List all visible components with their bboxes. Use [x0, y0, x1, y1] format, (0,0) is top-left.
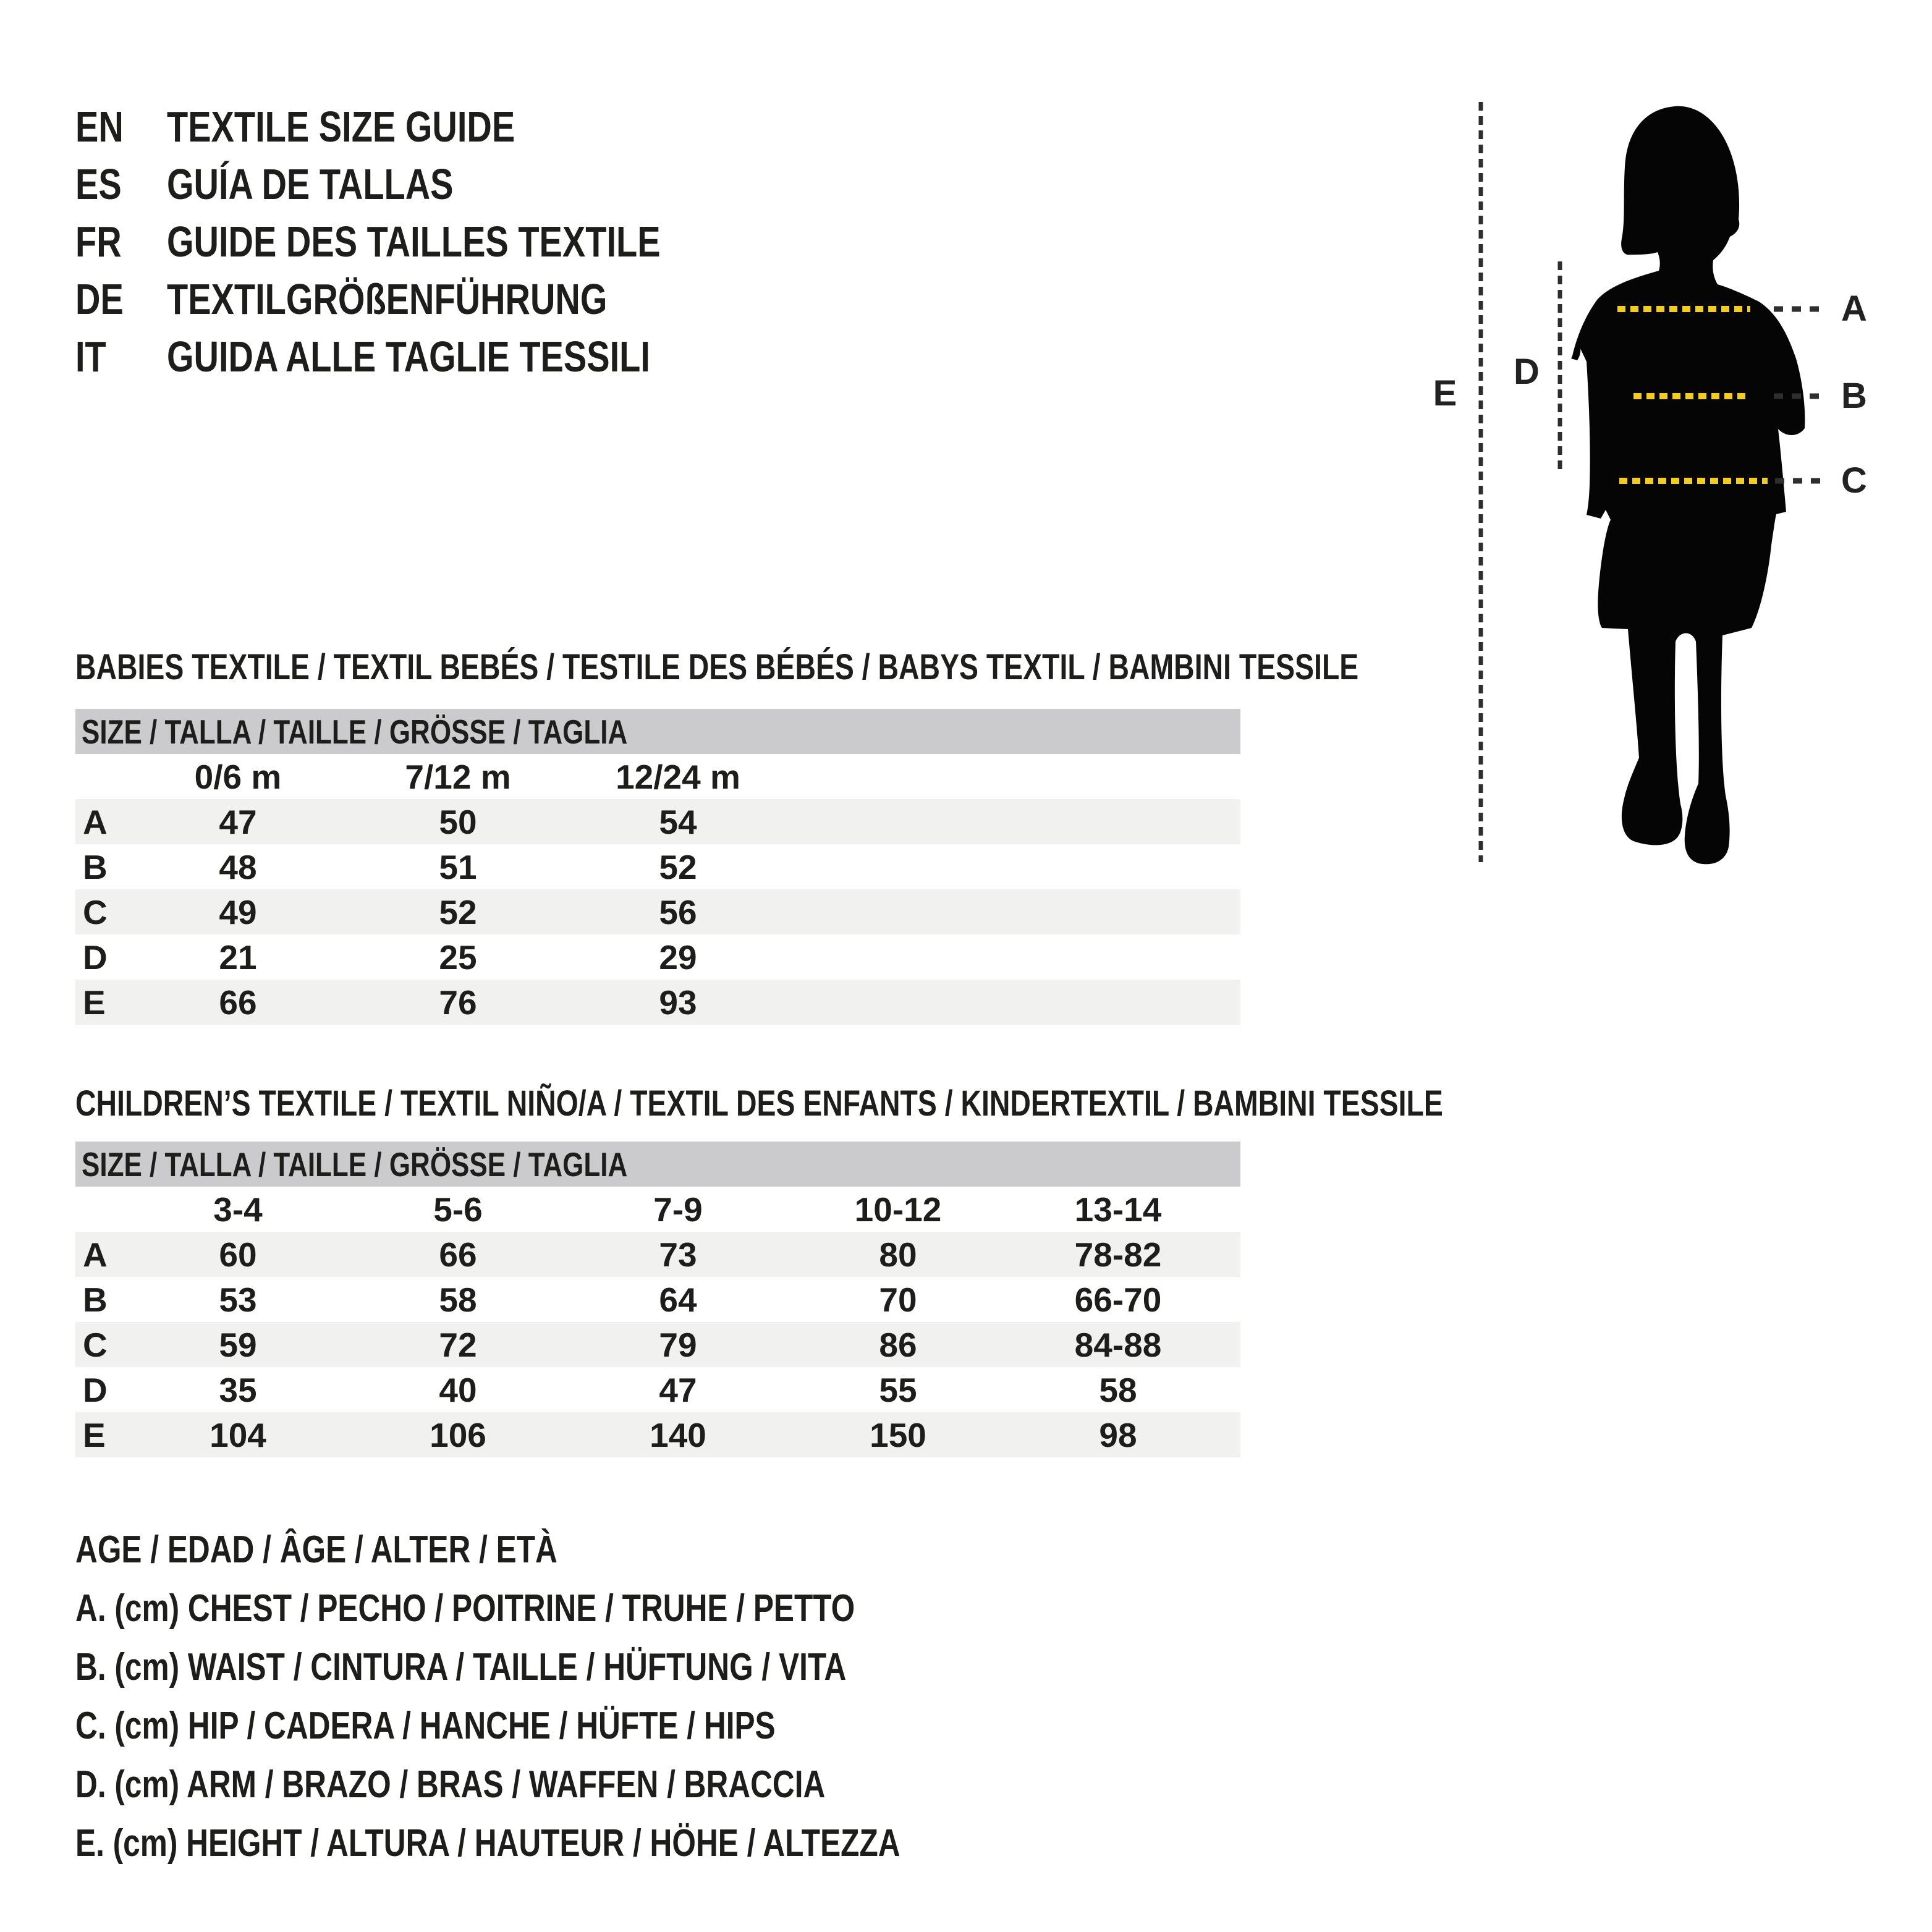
- title-row-en: [75, 98, 784, 155]
- size-cell: 140: [650, 1415, 706, 1454]
- legend-waist: [75, 1638, 1106, 1697]
- legend-waist-text: B. (cm) WAIST / CINTURA / TAILLE / HÜFTUNG / VITA: [75, 1646, 847, 1688]
- babies-section-title-text: BABIES TEXTILE / TEXTIL BEBÉS / TESTILE DES BÉBÉS / BABYS TEXTIL / BAMBINI TESSILE: [75, 647, 1359, 687]
- label-b-waist: B: [1841, 376, 1867, 416]
- table-row: [75, 1277, 1240, 1322]
- column-header: 0/6 m: [194, 757, 282, 796]
- row-label: B: [83, 847, 108, 886]
- legend-height: [75, 1814, 1106, 1873]
- size-cell: 60: [219, 1235, 257, 1274]
- lang-code: ES: [75, 159, 122, 208]
- column-header: 13-14: [1074, 1190, 1162, 1229]
- size-cell: 52: [659, 847, 697, 886]
- title-row-fr: [75, 213, 784, 270]
- size-cell: 52: [439, 892, 477, 931]
- legend-arm-text: D. (cm) ARM / BRAZO / BRAS / WAFFEN / BRACCIA: [75, 1763, 826, 1806]
- size-cell: 50: [439, 802, 477, 841]
- size-cell: 55: [879, 1370, 917, 1409]
- table-row: [75, 1232, 1240, 1277]
- size-cell: 35: [219, 1370, 257, 1409]
- row-label: D: [83, 1370, 108, 1409]
- row-label: E: [83, 1415, 106, 1454]
- size-cell: 64: [659, 1280, 697, 1319]
- label-c-hip: C: [1841, 460, 1867, 501]
- legend-hip-text: C. (cm) HIP / CADERA / HANCHE / HÜFTE / HIPS: [75, 1705, 776, 1747]
- size-cell: 66-70: [1074, 1280, 1162, 1319]
- babies-size-table: [75, 709, 1240, 1025]
- size-cell: 56: [659, 892, 697, 931]
- title-row-de: [75, 270, 784, 328]
- size-cell: 59: [219, 1325, 257, 1364]
- lang-code: IT: [75, 332, 106, 381]
- size-cell: 150: [870, 1415, 926, 1454]
- size-cell: 78-82: [1074, 1235, 1162, 1274]
- babies-size-header-bar: [75, 709, 1240, 754]
- children-column-header-row: [75, 1187, 1240, 1232]
- table-row: [75, 934, 1240, 980]
- size-cell: 58: [439, 1280, 477, 1319]
- size-cell: 48: [219, 847, 257, 886]
- table-row: [75, 844, 1240, 889]
- guide-title: TEXTILE SIZE GUIDE: [167, 102, 515, 151]
- column-header: 5-6: [433, 1190, 483, 1229]
- legend-hip: [75, 1697, 1106, 1755]
- size-cell: 54: [659, 802, 697, 841]
- legend-arm: [75, 1755, 1106, 1814]
- size-cell: 21: [219, 938, 257, 977]
- column-header: 10-12: [854, 1190, 942, 1229]
- table-row: [75, 799, 1240, 844]
- row-label: A: [83, 802, 108, 841]
- row-label: C: [83, 892, 108, 931]
- legend-chest: [75, 1579, 1106, 1638]
- size-header-text: SIZE / TALLA / TAILLE / GRÖSSE / TAGLIA: [82, 1145, 628, 1184]
- children-section-title-text: CHILDREN’S TEXTILE / TEXTIL NIÑO/A / TEXTIL DES ENFANTS / KINDERTEXTIL / BAMBINI TESSILE: [75, 1083, 1443, 1124]
- guide-title: GUÍA DE TALLAS: [167, 159, 454, 208]
- children-size-header-bar: [75, 1142, 1240, 1187]
- row-label: A: [83, 1235, 108, 1274]
- size-header-text: SIZE / TALLA / TAILLE / GRÖSSE / TAGLIA: [82, 712, 628, 751]
- size-cell: 72: [439, 1325, 477, 1364]
- label-d-arm: D: [1514, 352, 1540, 392]
- column-header: 12/24 m: [616, 757, 740, 796]
- measurement-figure: [1409, 99, 1879, 875]
- table-row: [75, 1367, 1240, 1412]
- child-silhouette-graphic: [1409, 99, 1879, 875]
- legend-height-text: E. (cm) HEIGHT / ALTURA / HAUTEUR / HÖHE / ALTEZZA: [75, 1822, 900, 1865]
- table-row: [75, 1412, 1240, 1457]
- size-cell: 51: [439, 847, 477, 886]
- child-silhouette: [1571, 106, 1805, 865]
- table-row: [75, 889, 1240, 934]
- size-cell: 66: [439, 1235, 477, 1274]
- size-cell: 53: [219, 1280, 257, 1319]
- babies-column-header-row: [75, 754, 1240, 799]
- title-row-it: [75, 328, 784, 385]
- size-cell: 40: [439, 1370, 477, 1409]
- children-section-title: [75, 1081, 1785, 1127]
- babies-section-title: [75, 645, 1679, 690]
- size-cell: 76: [439, 983, 477, 1022]
- size-cell: 47: [659, 1370, 697, 1409]
- column-header: 3-4: [213, 1190, 263, 1229]
- size-cell: 66: [219, 983, 257, 1022]
- size-cell: 29: [659, 938, 697, 977]
- size-cell: 84-88: [1074, 1325, 1162, 1364]
- row-label: E: [83, 983, 106, 1022]
- column-header: 7-9: [653, 1190, 703, 1229]
- legend-age-text: AGE / EDAD / ÂGE / ALTER / ETÀ: [75, 1528, 557, 1571]
- size-cell: 70: [879, 1280, 917, 1319]
- size-cell: 47: [219, 802, 257, 841]
- row-label: C: [83, 1325, 108, 1364]
- size-cell: 93: [659, 983, 697, 1022]
- legend-chest-text: A. (cm) CHEST / PECHO / POITRINE / TRUHE / PETTO: [75, 1587, 855, 1630]
- column-header: 7/12 m: [405, 757, 511, 796]
- guide-title: GUIDA ALLE TAGLIE TESSILI: [167, 332, 650, 381]
- size-cell: 98: [1099, 1415, 1137, 1454]
- row-label: D: [83, 938, 108, 977]
- label-a-chest: A: [1841, 289, 1867, 329]
- lang-code: DE: [75, 274, 124, 323]
- size-cell: 79: [659, 1325, 697, 1364]
- size-cell: 80: [879, 1235, 917, 1274]
- guide-title: TEXTILGRÖßENFÜHRUNG: [167, 274, 608, 323]
- size-cell: 49: [219, 892, 257, 931]
- label-e-height: E: [1433, 373, 1457, 413]
- size-cell: 104: [210, 1415, 266, 1454]
- lang-code: FR: [75, 217, 122, 266]
- table-row: [75, 980, 1240, 1025]
- row-label: B: [83, 1280, 108, 1319]
- legend-age: [75, 1520, 1106, 1579]
- title-block: [75, 98, 784, 385]
- size-cell: 106: [430, 1415, 486, 1454]
- guide-title: GUIDE DES TAILLES TEXTILE: [167, 217, 661, 266]
- size-cell: 86: [879, 1325, 917, 1364]
- table-row: [75, 1322, 1240, 1367]
- size-cell: 58: [1099, 1370, 1137, 1409]
- children-size-table: [75, 1142, 1240, 1457]
- title-row-es: [75, 155, 784, 213]
- measurement-legend: [75, 1520, 1106, 1873]
- size-cell: 25: [439, 938, 477, 977]
- size-cell: 73: [659, 1235, 697, 1274]
- lang-code: EN: [75, 102, 124, 151]
